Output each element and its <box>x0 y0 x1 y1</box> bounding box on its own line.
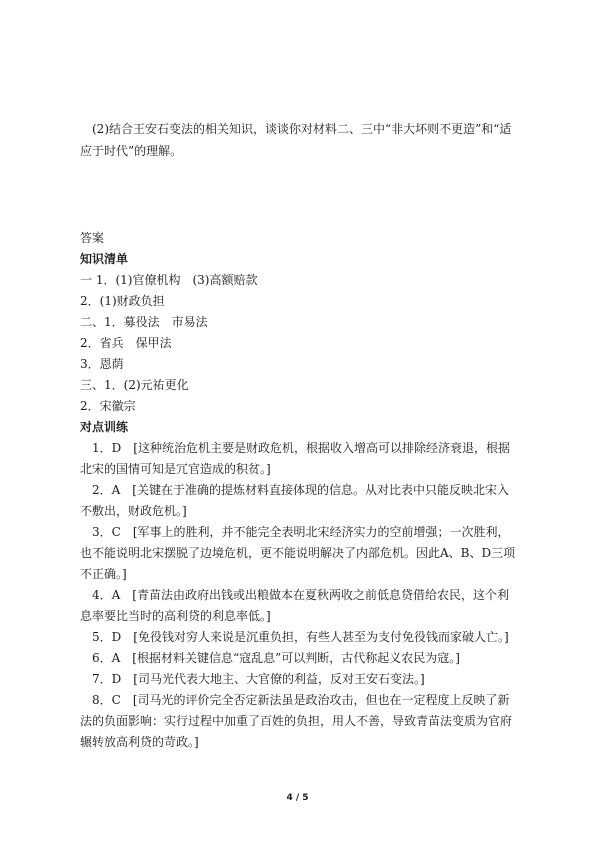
answer-item: 6．A [根据材料关键信息“寇乱息”可以判断，古代称起义农民为寇。] <box>92 651 460 665</box>
knowledge-line: 三、1．(2)元祐更化 <box>80 378 189 392</box>
answer-heading: 答案 <box>80 231 105 245</box>
practice-list <box>80 438 520 753</box>
answer-item: 4．A [青苗法由政府出钱或出粮做本在夏秋两收之前低息贷借给农民，这个利息率要比当时的高利贷的利息率低。] <box>80 588 509 623</box>
answer-section <box>80 228 520 753</box>
answer-item: 3．C [军事上的胜利，并不能完全表明北宋经济实力的空前增强；一次胜利，也不能说明北宋摆脱了边境危机，更不能说明解决了内部危机。因此A、B、D三项不正确。] <box>80 525 516 581</box>
section-title-practice: 对点训练 <box>80 420 129 434</box>
answer-item: 5．D [免役钱对穷人来说是沉重负担，有些人甚至为支付免役钱而家破人亡。] <box>92 630 509 644</box>
answer-item: 7．D [司马光代表大地主、大官僚的利益，反对王安石变法。] <box>92 672 425 686</box>
section-title-knowledge: 知识清单 <box>80 252 129 266</box>
answer-item: 8．C [司马光的评价完全否定新法虽是政治攻击，但也在一定程度上反映了新法的负面影响：实行过程中加重了百姓的负担，用人不善，导致青苗法变质为官府辗转放高利贷的苛政。] <box>80 693 513 749</box>
answer-item: 2．A [关键在于准确的提炼材料直接体现的信息。从对比表中只能反映北宋入不敷出，财政危机。] <box>80 483 509 518</box>
knowledge-line: 3．恩荫 <box>80 357 124 371</box>
answer-item: 1．D [这种统治危机主要是财政危机，根据收入增高可以排除经济衰退，根据北宋的国情可知是冗官造成的积贫。] <box>80 441 510 476</box>
knowledge-line: 一 1．(1)官僚机构 (3)高额赔款 <box>80 273 258 287</box>
question-text: (2)结合王安石变法的相关知识，谈谈你对材料二、三中“非大坏则不更造”和“适应于时代”的理解。 <box>80 122 512 158</box>
knowledge-list <box>80 270 520 417</box>
knowledge-line: 2．宋徽宗 <box>80 399 136 413</box>
knowledge-line: 2．省兵 保甲法 <box>80 336 172 350</box>
knowledge-line: 2．(1)财政负担 <box>80 294 165 308</box>
question-block <box>80 118 520 162</box>
page-number: 4 / 5 <box>286 793 309 803</box>
knowledge-line: 二、1．募役法 市易法 <box>80 315 208 329</box>
